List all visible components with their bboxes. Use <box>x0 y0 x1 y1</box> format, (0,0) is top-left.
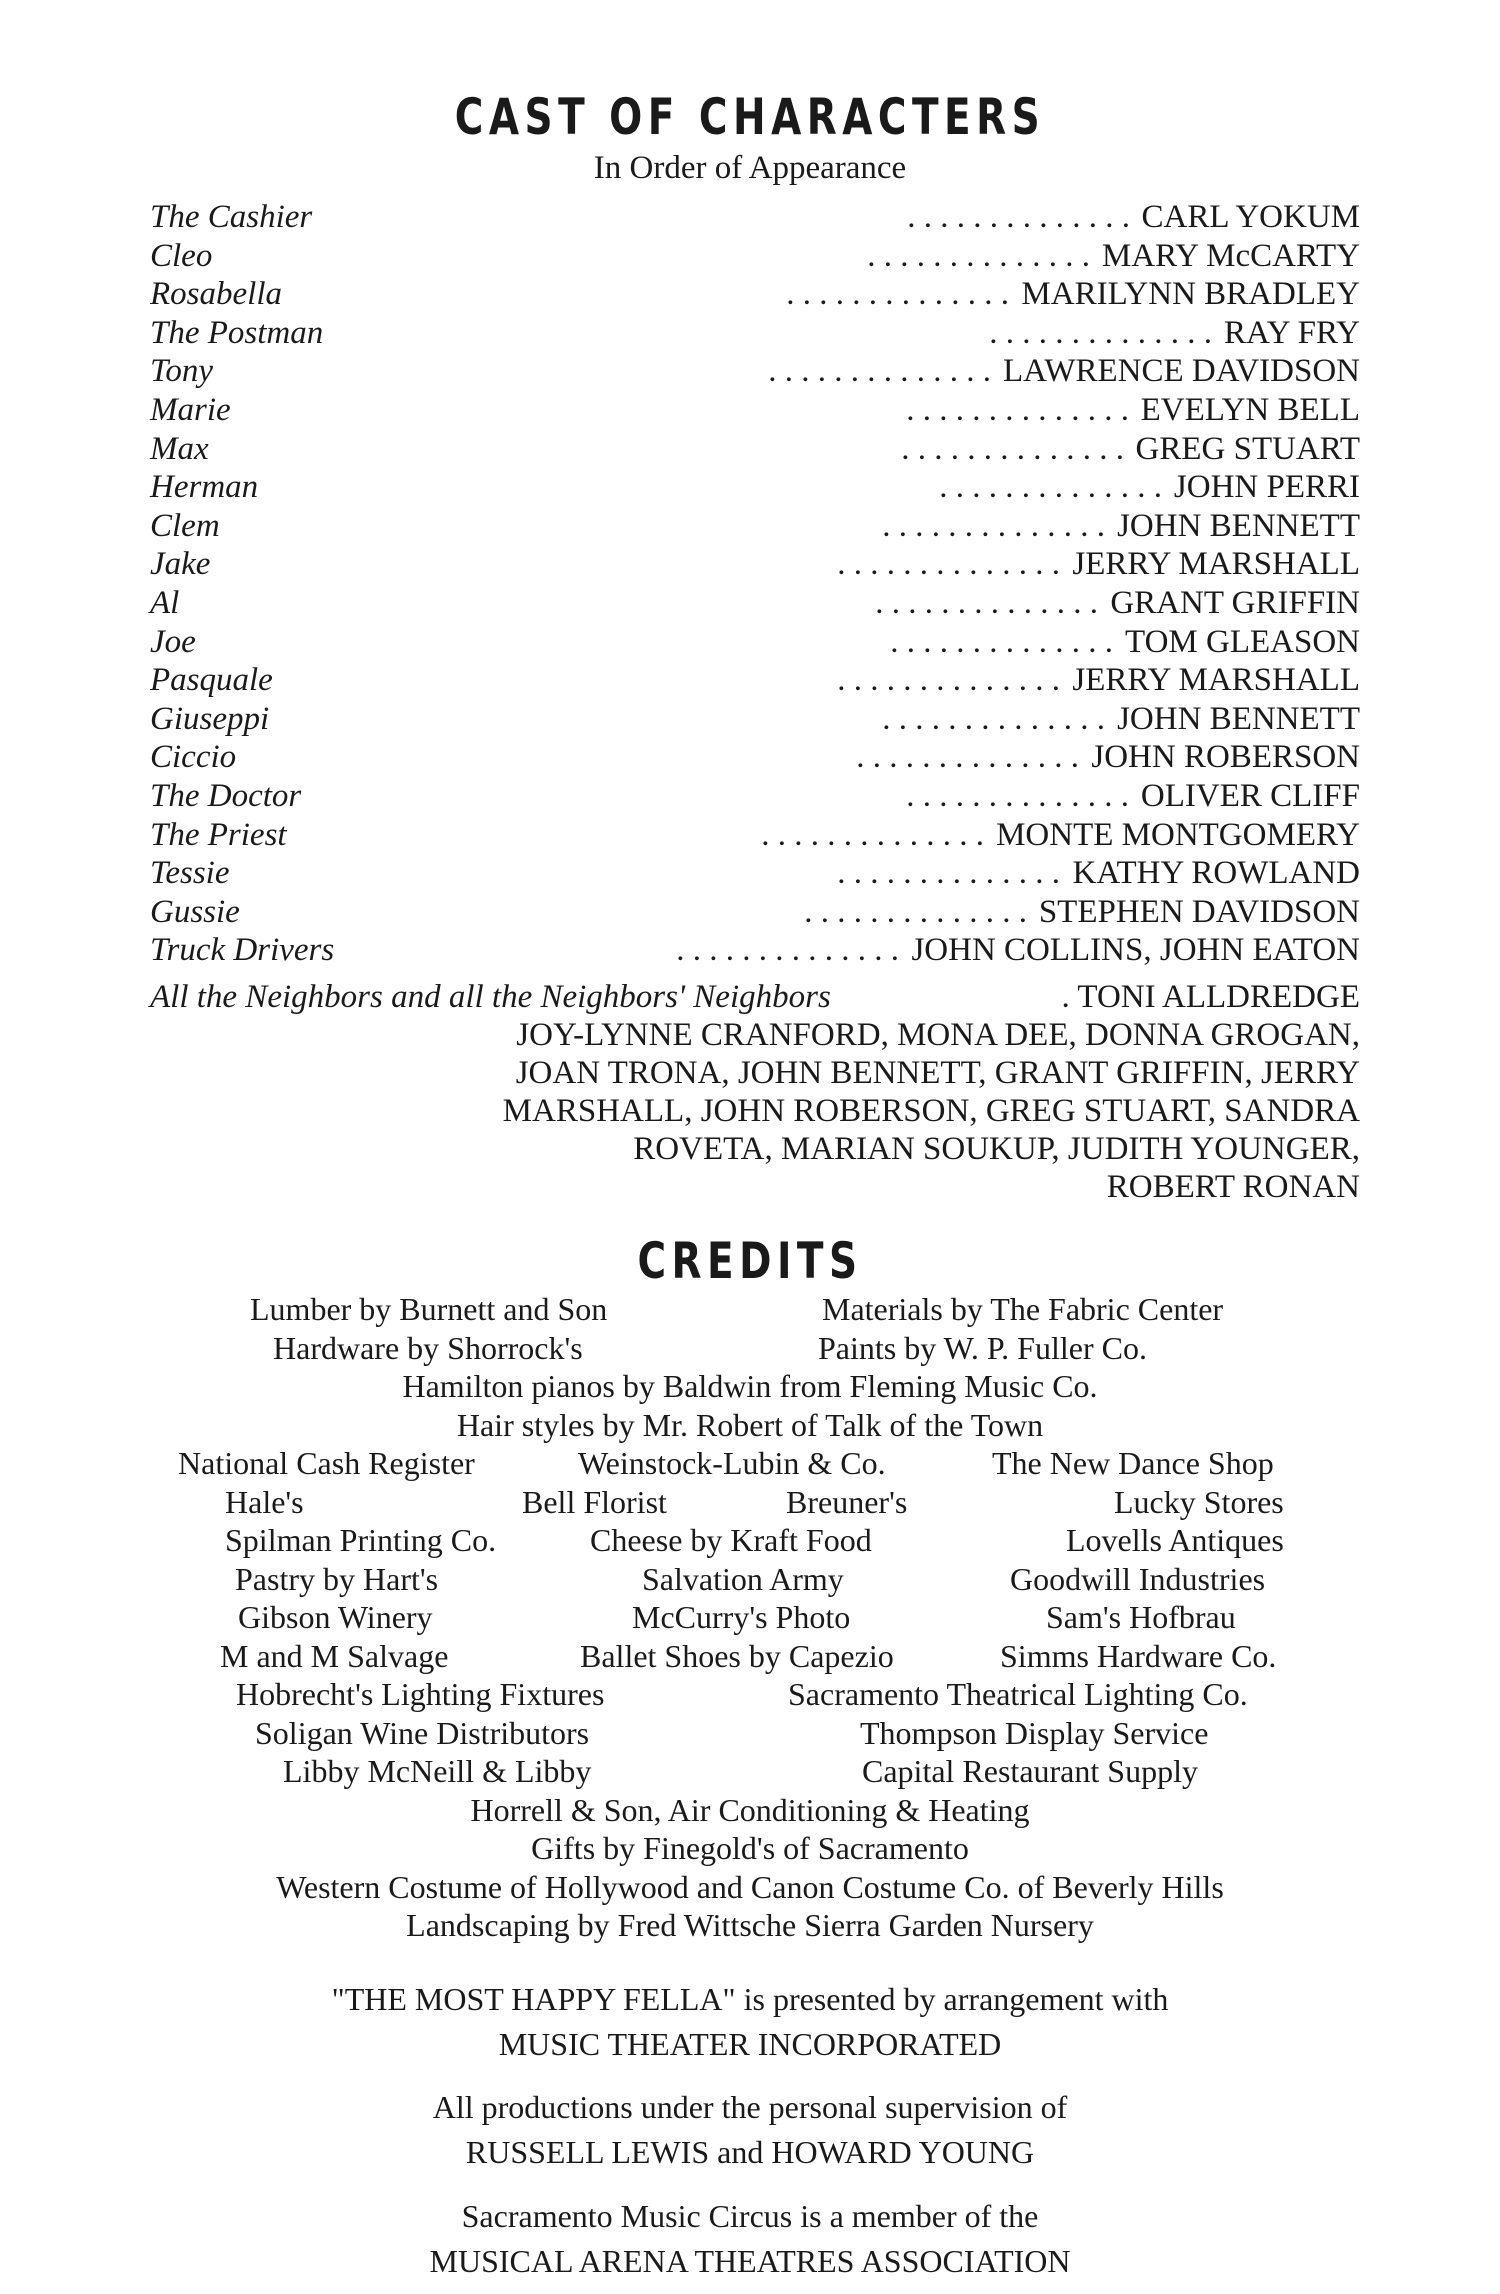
actor-name: JERRY MARSHALL <box>1072 662 1360 699</box>
credit-row <box>0 1406 1500 1445</box>
cast-row <box>150 352 1360 391</box>
credit-item: Pastry by Hart's <box>235 1560 439 1597</box>
credit-row <box>0 1290 1500 1329</box>
credit-row <box>0 1675 1500 1714</box>
character-name: Giuseppi <box>150 700 270 737</box>
dot-leader: . . . . . . . . . . . . . . <box>786 276 1009 313</box>
dot-leader: . . . . . . . . . . . . . . <box>890 623 1113 660</box>
character-name: Pasquale <box>150 662 273 699</box>
character-name: The Priest <box>150 816 287 853</box>
credit-item: The New Dance Shop <box>992 1445 1274 1481</box>
cast-row <box>150 314 1360 353</box>
neighbors-line: JOAN TRONA, JOHN BENNETT, GRANT GRIFFIN, JERRY <box>515 1055 1360 1091</box>
cast-row <box>150 661 1360 700</box>
dot-leader: . . . . . . . . . . . . . . <box>676 932 899 969</box>
cast-row <box>150 700 1360 739</box>
cast-row <box>150 893 1360 932</box>
credit-item: Gifts by Finegold's of Sacramento <box>531 1830 969 1866</box>
credit-item: Cheese by Kraft Food <box>590 1522 872 1558</box>
actor-name: RAY FRY <box>1223 314 1360 351</box>
credit-row <box>0 1329 1500 1368</box>
dot-leader: . . . . . . . . . . . . . . <box>907 199 1130 235</box>
credit-item: Sam's Hofbrau <box>1046 1599 1236 1635</box>
cast-row <box>150 507 1360 546</box>
cast-row <box>150 198 1360 237</box>
character-name: Ciccio <box>150 739 237 776</box>
dot-leader: . . . . . . . . . . . . . . <box>989 314 1212 351</box>
credit-item: Hamilton pianos by Baldwin from Fleming Music Co. <box>402 1368 1098 1404</box>
credit-item: Horrell & Son, Air Conditioning & Heating <box>470 1791 1030 1828</box>
actor-name: EVELYN BELL <box>1140 391 1360 428</box>
credit-row <box>0 1868 1500 1907</box>
dot-leader: . . . . . . . . . . . . . . <box>768 353 991 390</box>
credit-item: Simms Hardware Co. <box>1000 1637 1277 1674</box>
actor-name: TOM GLEASON <box>1125 623 1360 660</box>
dot-leader: . . . . . . . . . . . . . . <box>906 391 1129 428</box>
actor-name: GREG STUART <box>1135 430 1360 467</box>
character-name: Truck Drivers <box>150 932 335 969</box>
credit-item: Salvation Army <box>642 1560 844 1597</box>
cast-row <box>150 854 1360 893</box>
credit-row <box>0 1752 1500 1791</box>
credit-item: Lucky Stores <box>1114 1483 1284 1520</box>
credit-item: Lovells Antiques <box>1066 1522 1284 1558</box>
credit-item: Materials by The Fabric Center <box>822 1291 1224 1327</box>
dot-leader: . . . . . . . . . . . . . . <box>906 777 1129 814</box>
dot-leader: . . . . . . . . . . . . . . <box>875 584 1098 621</box>
actor-name: JERRY MARSHALL <box>1072 546 1360 583</box>
neighbors-first-actor: . TONI ALLDREDGE <box>1061 979 1360 1015</box>
credit-item: Soligan Wine Distributors <box>255 1714 590 1751</box>
cast-list <box>150 198 1360 970</box>
credit-item: Hair styles by Mr. Robert of Talk of the Town <box>456 1406 1044 1443</box>
actor-name: JOHN BENNETT <box>1117 507 1360 544</box>
credit-item: Capital Restaurant Supply <box>862 1753 1198 1789</box>
credit-item: Ballet Shoes by Capezio <box>580 1637 894 1674</box>
supervisors: RUSSELL LEWIS and HOWARD YOUNG <box>465 2134 1035 2170</box>
actor-name: JOHN COLLINS, JOHN EATON <box>911 932 1360 969</box>
cast-row <box>150 391 1360 430</box>
member-line: Sacramento Music Circus is a member of the <box>461 2198 1039 2234</box>
credit-row <box>0 1367 1500 1406</box>
credit-row <box>0 1791 1500 1830</box>
dot-leader: . . . . . . . . . . . . . . <box>837 662 1060 699</box>
neighbors-line: JOY-LYNNE CRANFORD, MONA DEE, DONNA GROGAN, <box>516 1017 1360 1053</box>
credit-row <box>0 1829 1500 1868</box>
credit-item: Hale's <box>225 1483 304 1520</box>
dot-leader: . . . . . . . . . . . . . . <box>882 507 1105 544</box>
dot-leader: . . . . . . . . . . . . . . <box>804 893 1027 930</box>
character-name: Tony <box>150 353 213 390</box>
cast-row <box>150 931 1360 970</box>
cast-subtitle: In Order of Appearance <box>593 150 907 186</box>
credit-item: Hardware by Shorrock's <box>273 1329 583 1366</box>
actor-name: JOHN ROBERSON <box>1091 739 1360 776</box>
credit-item: Western Costume of Hollywood and Canon Costume Co. of Beverly Hills <box>276 1868 1224 1905</box>
dot-leader: . . . . . . . . . . . . . . <box>882 700 1105 737</box>
cast-row <box>150 623 1360 662</box>
cast-row <box>150 430 1360 469</box>
character-name: Herman <box>150 469 259 506</box>
character-name: Rosabella <box>150 276 282 313</box>
credit-item: Libby McNeill & Libby <box>283 1753 592 1789</box>
credit-item: Hobrecht's Lighting Fixtures <box>236 1676 605 1712</box>
character-name: Tessie <box>150 855 230 892</box>
credit-item: Weinstock-Lubin & Co. <box>578 1445 886 1481</box>
dot-leader: . . . . . . . . . . . . . . <box>867 237 1090 274</box>
credits-title: CREDITS <box>637 1232 863 1290</box>
actor-name: LAWRENCE DAVIDSON <box>1003 353 1360 390</box>
credit-row <box>0 1714 1500 1753</box>
dot-leader: . . . . . . . . . . . . . . <box>837 546 1060 583</box>
character-name: Marie <box>150 391 231 428</box>
actor-name: MONTE MONTGOMERY <box>996 816 1360 853</box>
character-name: Joe <box>150 623 196 660</box>
presented-line: "THE MOST HAPPY FELLA" is presented by arrangement with <box>331 1981 1169 2017</box>
cast-row <box>150 777 1360 816</box>
credits-list <box>0 1290 1500 1945</box>
dot-leader: . . . . . . . . . . . . . . <box>837 855 1060 892</box>
dot-leader: . . . . . . . . . . . . . . <box>901 430 1124 467</box>
association: MUSICAL ARENA THEATRES ASSOCIATION <box>429 2243 1071 2279</box>
character-name: Jake <box>150 546 211 583</box>
credit-item: National Cash Register <box>178 1445 475 1481</box>
supervision-line: All productions under the personal supervision of <box>432 2089 1068 2125</box>
actor-name: JOHN PERRI <box>1173 469 1360 506</box>
credit-item: Lumber by Burnett and Son <box>250 1291 608 1327</box>
credit-item: Thompson Display Service <box>860 1714 1209 1751</box>
dot-leader: . . . . . . . . . . . . . . <box>939 469 1162 506</box>
character-name: Gussie <box>150 893 240 930</box>
credit-item: Landscaping by Fred Wittsche Sierra Garden Nursery <box>406 1907 1094 1943</box>
dot-leader: . . . . . . . . . . . . . . <box>856 739 1079 776</box>
credit-row <box>0 1444 1500 1483</box>
credit-item: Sacramento Theatrical Lighting Co. <box>788 1676 1248 1712</box>
credit-item: Breuner's <box>786 1483 908 1520</box>
cast-row <box>150 816 1360 855</box>
character-name: Cleo <box>150 237 213 274</box>
dot-leader: . . . . . . . . . . . . . . <box>761 816 984 853</box>
character-name: Clem <box>150 507 220 544</box>
credit-item: M and M Salvage <box>220 1637 449 1674</box>
cast-row <box>150 275 1360 314</box>
cast-row <box>150 545 1360 584</box>
credit-item: Paints by W. P. Fuller Co. <box>818 1329 1147 1366</box>
character-name: The Doctor <box>150 777 302 814</box>
credit-item: Gibson Winery <box>238 1599 433 1635</box>
credit-row <box>0 1906 1500 1945</box>
character-name: The Cashier <box>150 199 313 235</box>
character-name: Max <box>150 430 209 467</box>
actor-name: JOHN BENNETT <box>1117 700 1360 737</box>
cast-row <box>150 237 1360 276</box>
actor-name: CARL YOKUM <box>1141 199 1360 235</box>
presented-org: MUSIC THEATER INCORPORATED <box>498 2026 1002 2062</box>
credit-item: Spilman Printing Co. <box>225 1522 497 1558</box>
character-name: Al <box>150 584 180 621</box>
neighbors-line: ROVETA, MARIAN SOUKUP, JUDITH YOUNGER, <box>633 1131 1360 1167</box>
neighbors-line: ROBERT RONAN <box>1106 1169 1360 1205</box>
credit-row <box>0 1560 1500 1599</box>
actor-name: GRANT GRIFFIN <box>1110 584 1360 621</box>
actor-name: STEPHEN DAVIDSON <box>1038 893 1360 930</box>
actor-name: MARY McCARTY <box>1101 237 1360 274</box>
credit-item: Bell Florist <box>522 1483 667 1520</box>
credit-row <box>0 1637 1500 1676</box>
credit-item: Goodwill Industries <box>1010 1560 1266 1597</box>
neighbors-role: All the Neighbors and all the Neighbors' Neighbors <box>150 979 831 1015</box>
cast-title: CAST OF CHARACTERS <box>454 88 1046 146</box>
credit-row <box>0 1521 1500 1560</box>
cast-row <box>150 738 1360 777</box>
cast-row <box>150 468 1360 507</box>
character-name: The Postman <box>150 314 324 351</box>
actor-name: OLIVER CLIFF <box>1140 777 1360 814</box>
cast-row <box>150 584 1360 623</box>
credit-row <box>0 1598 1500 1637</box>
actor-name: KATHY ROWLAND <box>1072 855 1360 892</box>
credit-item: McCurry's Photo <box>632 1599 851 1635</box>
neighbors-line: MARSHALL, JOHN ROBERSON, GREG STUART, SANDRA <box>502 1093 1360 1129</box>
credit-row <box>0 1483 1500 1522</box>
neighbors-entry <box>150 978 1360 1206</box>
actor-name: MARILYNN BRADLEY <box>1021 276 1360 313</box>
